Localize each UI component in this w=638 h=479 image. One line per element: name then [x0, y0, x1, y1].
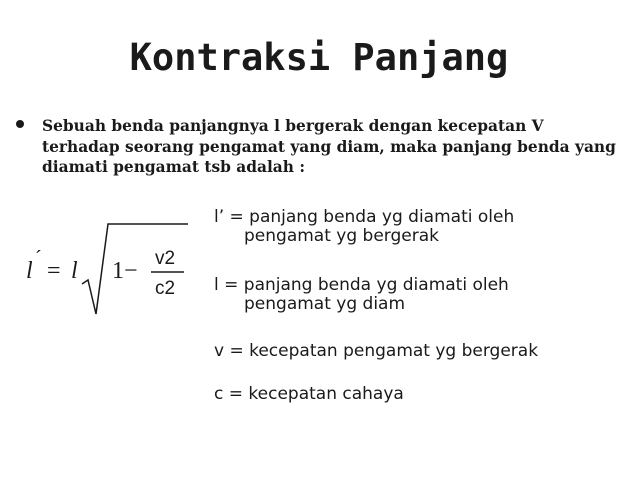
formula-denominator: c2 — [155, 278, 176, 299]
bullet-text: Sebuah benda panjangnya l bergerak dengan kecepatan V terhadap seorang pengamat yang diam, maka panjang benda yang diamati pengamat tsb adalah : — [42, 117, 616, 176]
formula-lhs: l — [26, 258, 33, 284]
definition-v — [214, 342, 538, 361]
definition-line-continued: pengamat yg bergerak — [244, 226, 439, 246]
definition-line: l = panjang benda yg diamati oleh — [214, 275, 509, 295]
definition-line: v = kecepatan pengamat yg bergerak — [214, 341, 539, 361]
bullet-item — [16, 116, 616, 178]
length-contraction-formula — [22, 206, 190, 326]
definition-line: l’ = panjang benda yg diamati oleh — [214, 207, 515, 227]
definition-l — [214, 276, 509, 314]
definition-line: c = kecepatan cahaya — [214, 384, 404, 404]
definition-line-continued: pengamat yg diam — [244, 294, 406, 314]
definition-c — [214, 385, 404, 404]
bullet-dot — [16, 120, 24, 128]
slide-title: Kontraksi Panjang — [129, 36, 509, 79]
formula-rhs-l: l — [71, 258, 78, 284]
formula-equals: = — [47, 258, 61, 284]
definition-l-prime — [214, 208, 514, 246]
formula-numerator: v2 — [155, 248, 176, 269]
formula-one-minus: 1− — [112, 258, 138, 284]
formula-prime: ´ — [35, 247, 42, 269]
